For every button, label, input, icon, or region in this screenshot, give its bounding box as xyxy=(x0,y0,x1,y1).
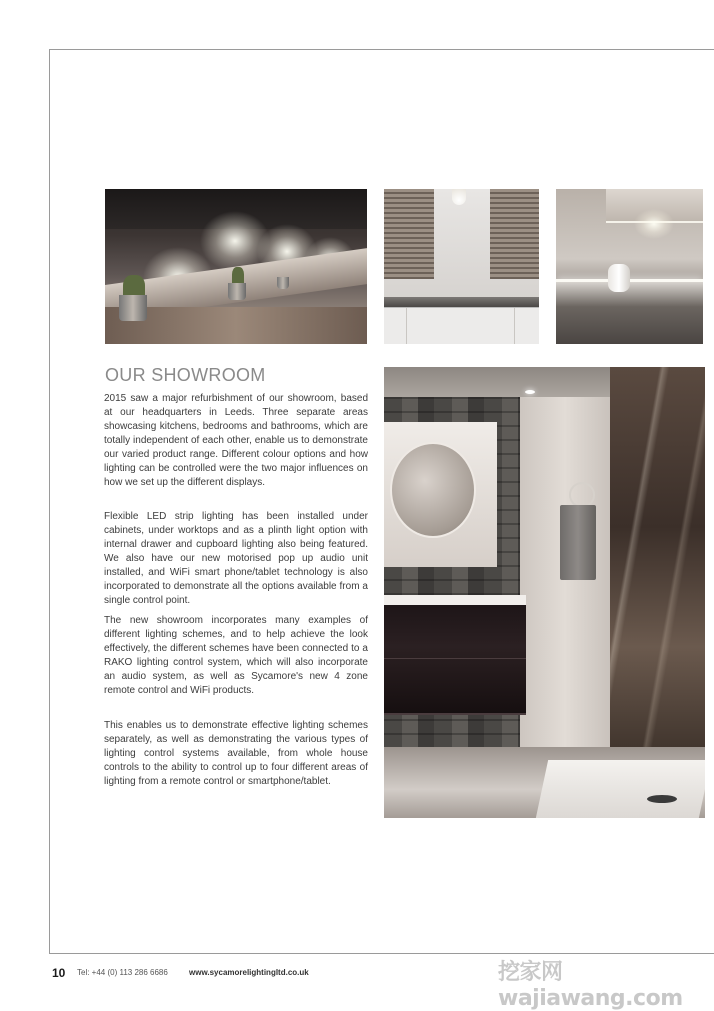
vanity-unit xyxy=(384,603,526,713)
downlight-glow xyxy=(634,209,674,239)
photo-kitchen-window xyxy=(384,189,539,344)
window-blind xyxy=(490,189,539,279)
page-number: 10 xyxy=(52,966,66,980)
photo-kitchen-worktop xyxy=(556,189,703,344)
base-cupboards xyxy=(384,307,539,344)
body-paragraph: The new showroom incorporates many examples of different lighting schemes, and to help achieve the look effectively, the different schemes have been connected to a RAKO lighting control system, which will also incorporate an audio system, as well as Sycamore's new 4 zone remote control and WiFi products. xyxy=(104,615,368,696)
shower-tray xyxy=(536,760,705,818)
window-blind xyxy=(384,189,434,279)
page-frame-left-rule xyxy=(49,49,50,954)
pendant-light xyxy=(452,189,466,205)
body-paragraph: This enables us to demonstrate effective lighting schemes separately, as well as demonstrating the various types of lighting control systems available, from whole house controls to the ability to control up to four different areas of lighting from a remote control or smartphone/tablet. xyxy=(104,720,368,787)
plant-pot xyxy=(119,295,147,321)
towel xyxy=(560,505,596,580)
counter-top xyxy=(384,297,539,307)
round-mirror xyxy=(390,442,476,538)
footer-telephone: Tel: +44 (0) 113 286 6686 xyxy=(77,968,168,977)
watermark: 挖家网 wajiawang.com xyxy=(498,960,683,1011)
plain-wall xyxy=(520,397,610,787)
body-paragraph: 2015 saw a major refurbishment of our showroom, based at our headquarters in Leeds. Three separate areas showcasing kitchens, bedrooms and bathrooms, which are totally independent of each other, enable us to demonstrate our varied product range. Different colour options and how lighting can be controlled were the two major influences on how we set up the different displays. xyxy=(104,393,368,488)
page-frame-bottom-rule xyxy=(49,953,714,954)
photo-shelf-lighting xyxy=(105,189,367,344)
footer-website-link[interactable]: www.sycamorelightingltd.co.uk xyxy=(189,968,309,977)
photo-bathroom xyxy=(384,367,705,818)
shower-drain xyxy=(647,795,677,803)
body-paragraph: Flexible LED strip lighting has been installed under cabinets, under worktops and as a plinth light option with internal drawer and cupboard lighting also being featured. We also have our new motorised pop up audio unit installed, and WiFi smart phone/tablet technology is also incorporated to demonstrate all the options available from a single control point. xyxy=(104,511,368,606)
plant-pot xyxy=(277,277,289,289)
marble-panel xyxy=(610,367,705,767)
utensil-holder xyxy=(608,264,630,292)
plant-pot xyxy=(228,283,246,300)
section-title: OUR SHOWROOM xyxy=(105,365,266,385)
worktop xyxy=(556,282,703,344)
page-frame-top-rule xyxy=(49,49,714,50)
ceiling-spotlight xyxy=(525,390,535,394)
